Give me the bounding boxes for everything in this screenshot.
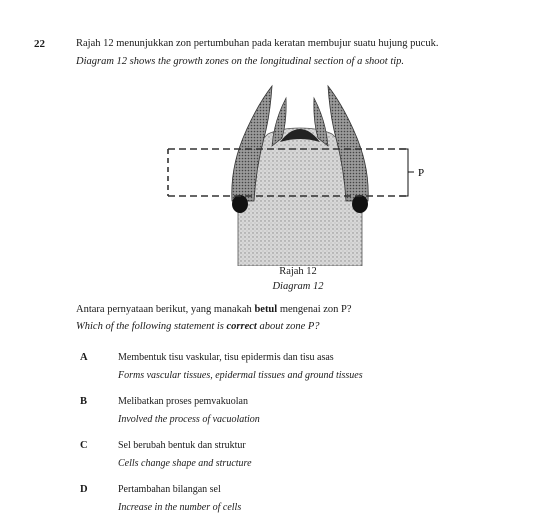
- option-letter: D: [80, 484, 88, 495]
- option-text-malay: Melibatkan proses pemvakuolan: [118, 396, 248, 407]
- option-text-english: Cells change shape and structure: [118, 458, 252, 469]
- option-text-english: Forms vascular tissues, epidermal tissues and ground tissues: [118, 370, 363, 381]
- question-stem-english: Diagram 12 shows the growth zones on the longitudinal section of a shoot tip.: [76, 56, 405, 67]
- option-letter: B: [80, 396, 88, 407]
- option-c[interactable]: [0, 440, 536, 476]
- option-d[interactable]: [0, 484, 536, 520]
- option-a[interactable]: [0, 352, 536, 388]
- option-text-malay: Membentuk tisu vaskular, tisu epidermis dan tisu asas: [118, 352, 334, 363]
- option-letter: A: [80, 352, 88, 363]
- option-text-english: Involved the process of vacuolation: [118, 414, 260, 425]
- question-prompt-malay: Antara pernyataan berikut, yang manakah betul mengenai zon P?: [76, 304, 352, 315]
- diagram-caption-malay: Rajah 12: [279, 266, 317, 277]
- question-stem-malay: Rajah 12 menunjukkan zon pertumbuhan pada keratan membujur suatu hujung pucuk.: [76, 38, 439, 49]
- question-prompt-english: Which of the following statement is correct about zone P?: [76, 321, 320, 332]
- option-text-malay: Sel berubah bentuk dan struktur: [118, 440, 246, 451]
- shoot-tip-illustration: [160, 76, 440, 266]
- zone-p-label: P: [418, 167, 425, 179]
- option-letter: C: [80, 440, 88, 451]
- option-text-malay: Pertambahan bilangan sel: [118, 484, 221, 495]
- diagram-caption-english: Diagram 12: [272, 281, 324, 292]
- option-text-english: Increase in the number of cells: [118, 502, 242, 513]
- question-number: 22: [34, 38, 45, 50]
- shoot-tip-diagram: [160, 76, 440, 266]
- option-b[interactable]: [0, 396, 536, 432]
